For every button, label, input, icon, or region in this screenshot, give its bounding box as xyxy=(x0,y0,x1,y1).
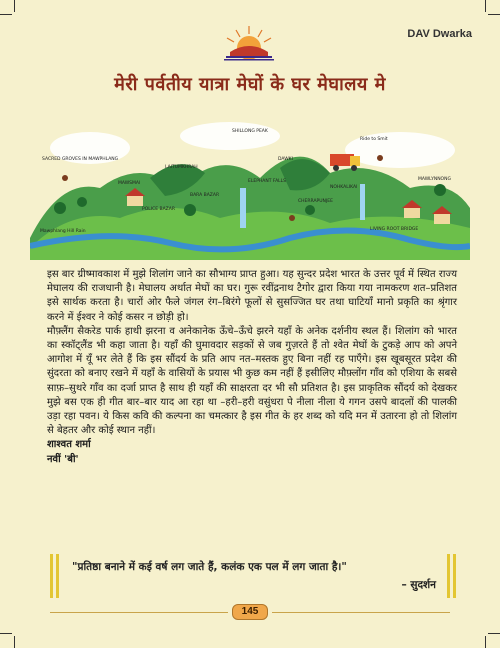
map-label: POLICE BAZAR xyxy=(142,207,175,212)
footer-line xyxy=(50,612,228,613)
crop-mark xyxy=(485,636,486,648)
crop-mark xyxy=(14,636,15,648)
map-label: SHILLONG PEAK xyxy=(232,129,268,134)
quote-bar xyxy=(50,554,53,598)
map-label: Mawphlang Hill Rain xyxy=(40,229,86,234)
brand-label: DAV Dwarka xyxy=(407,28,472,40)
page-title: मेरी पर्वतीय यात्रा मेघों के घर मेघालय मे xyxy=(114,74,386,95)
crop-mark xyxy=(488,633,500,634)
map-label: Ride to Smit xyxy=(360,137,388,142)
quote-text: "प्रतिष्ठा बनाने में कई वर्ष लग जाते हैं, कलंक एक पल में लग जाता है।" xyxy=(72,561,347,573)
footer-line xyxy=(272,612,450,613)
crop-mark xyxy=(0,633,12,634)
school-logo xyxy=(216,22,282,62)
crop-mark xyxy=(0,14,12,15)
map-label: ELEPHANT FALLS xyxy=(248,179,287,184)
quote-author: – सुदर्शन xyxy=(401,579,436,591)
map-label: MAWLYNNONG xyxy=(418,177,451,182)
paragraph: इस बार ग्रीष्मावकाश में मुझे शिलांग जाने का सौभाग्य प्राप्त हुआ। यह सुन्दर प्रदेश भारत के उत्तर पूर्व में स्थित राज्य मेघालय की राजधानी है। मेघालय अर्थात मेघों का घर। गुरू रवींद्रनाथ टैगोर द्वारा किया गया नामकरण शत–प्रतिशत इसे सार्थक करता है। चारों ओर फैले जंगल रंग–बिरंगे फूलों से सुसज्जित घर तथा घाटियाँ मानो प्रकृति का श्रृंगार करने में ईश्वर ने कोई कसर न छोड़ी हो। xyxy=(47,269,457,323)
crop-mark xyxy=(14,0,15,12)
quote-box xyxy=(50,554,456,598)
page-number: 145 xyxy=(232,604,268,620)
quote-bar xyxy=(56,554,59,598)
author-name: शाश्वत शर्मा xyxy=(47,439,91,451)
map-label: CHERRAPUNJEE xyxy=(298,199,333,204)
quote-bar xyxy=(453,554,456,598)
quote-bar xyxy=(447,554,450,598)
map-label: DAWKI xyxy=(278,157,293,162)
crop-mark xyxy=(488,14,500,15)
paragraph: मौफ़्लैंग सैकरेड पार्क हाथी झरना व अनेकानेक ऊँचे–ऊँचे झरने यहाँ के अनेक दर्शनीय स्थल हैं। शिलांग को भारत का स्कॉट्लैंड भी कहा जाता है। यहाँ की घुमावदार सड़कों से जब गुज़रते हैं तो श्वेत मेघों के टुकड़े आप को अपने आगोश में यूँ भर लेते हैं कि इस सौंदर्य के प्रति आप नत–मस्तक हुए बिना नहीं रह पाएँगे। इस खूबसूरत प्रदेश की सुंदरता को बनाए रखने में यहाँ के वासियों के प्रयास भी कुछ कम नहीं हैं इसीलिए मौफ़्लोंग गाँव को एशिया के सबसे साफ़–सुथरे गाँव का दर्जा प्राप्त है साथ ही यहाँ की साक्षरता दर भी सौ प्रतिशत है। इस प्राकृतिक सौंदर्य को देखकर मुझे बस एक ही गीत बार–बार याद आ रहा था –हरी–हरी वसुंधरा पे नीला नीला ये गगन उसपे बादलों की पालकी उड़ा रहा पवन। ये किस कवि की कल्पना का चमत्कार है इस गीत के हर शब्द को यदि मन में उतारना हो तो शिलांग से बेहतर और कोई स्थान नहीं। xyxy=(47,325,457,437)
article-body xyxy=(47,268,457,467)
map-label: SACRED GROVES IN MAWPHLANG xyxy=(42,157,119,162)
map-label: NOHKALIKAI xyxy=(330,185,358,190)
map-label: LIVING ROOT BRIDGE xyxy=(370,227,419,232)
crop-mark xyxy=(485,0,486,12)
author-class: नवीं 'बी' xyxy=(47,453,79,465)
map-label: MAWSMAI xyxy=(118,181,141,186)
meghalaya-illustrated-map xyxy=(30,118,470,260)
map-label: LAITUMKHRAH xyxy=(165,165,198,170)
map-label: BARA BAZAR xyxy=(190,193,220,198)
